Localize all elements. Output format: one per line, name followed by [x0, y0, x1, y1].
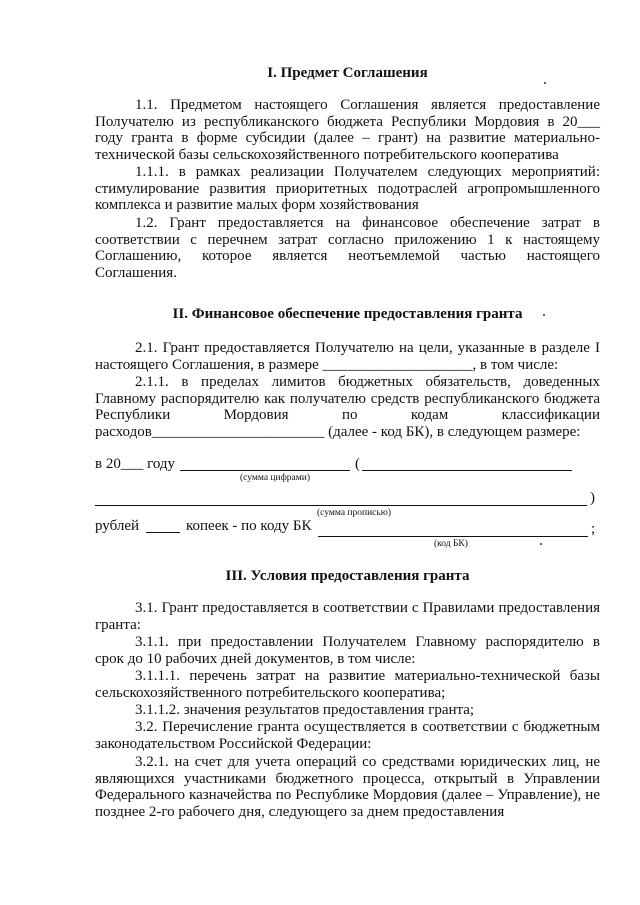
clause-3-1: 3.1. Грант предоставляется в соответствии с Правилами предоставления гранта:	[95, 600, 600, 633]
scan-speck	[543, 314, 545, 316]
caption-sum-words: (сумма прописью)	[317, 508, 391, 518]
caption-sum-digits: (сумма цифрами)	[240, 473, 310, 483]
clause-3-2-1: 3.2.1. на счет для учета операций со средствами юридических лиц, не являющихся участниками бюджетного процесса, открытый в Управлении Федерального казначейства по Республике Мордовия (далее – Управление), не позднее 2-го рабочего дня, следующего за днем предоставления	[95, 754, 600, 820]
clause-2-1: 2.1. Грант предоставляется Получателю на цели, указанные в разделе I настоящего Соглашения, в размере ____________________, в том числе:	[95, 340, 600, 373]
rubles-label: рублей	[95, 518, 140, 534]
clause-1-1: 1.1. Предметом настоящего Соглашения является предоставление Получателю из республиканского бюджета Республики Мордовия в 20___ году гранта в форме субсидии (далее – грант) на развитие материально-технической базы сельскохозяйственного потребительского кооператива	[95, 97, 600, 163]
clause-1-2: 1.2. Грант предоставляется на финансовое обеспечение затрат в соответствии с перечнем затрат согласно приложению 1 к настоящему Соглашению, которое является неотъемлемой частью настоящего Соглашения.	[95, 215, 600, 281]
kopeks-label: копеек - по коду БК	[186, 518, 312, 534]
amount-words-blank-2[interactable]	[95, 505, 587, 506]
amount-digits-blank[interactable]	[180, 470, 350, 471]
scan-speck	[544, 82, 546, 84]
clause-3-1-1-1: 3.1.1.1. перечень затрат на развитие материально-технической базы сельскохозяйственного потребительского кооператива;	[95, 668, 600, 701]
scan-speck	[540, 543, 542, 545]
open-paren: (	[355, 456, 360, 472]
clause-3-2: 3.2. Перечисление гранта осуществляется в соответствии с бюджетным законодательством Российской Федерации:	[95, 719, 600, 752]
section-1-title: I. Предмет Соглашения	[267, 65, 428, 81]
clause-2-1-1: 2.1.1. в пределах лимитов бюджетных обязательств, доведенных Главному распорядителю как получателю средств республиканского бюджета Республики Мордовия по кодам классификации расходов_______________________ (далее - код БК), в следующем размере:	[95, 374, 600, 440]
budget-code-blank[interactable]	[318, 536, 588, 537]
clause-3-1-1: 3.1.1. при предоставлении Получателем Главному распорядителю в срок до 10 рабочих дней документов, в том числе:	[95, 634, 600, 667]
close-paren: )	[590, 490, 595, 506]
semicolon: ;	[591, 521, 596, 537]
year-label: в 20___ году	[95, 456, 176, 472]
rubles-blank[interactable]	[146, 532, 180, 533]
clause-1-1-1: 1.1.1. в рамках реализации Получателем следующих мероприятий: стимулирование развития приоритетных подотраслей агропромышленного комплекса и развитие малых форм хозяйствования	[95, 164, 600, 213]
caption-budget-code: (код БК)	[434, 539, 468, 549]
amount-words-blank-1[interactable]	[362, 470, 572, 471]
section-3-title: III. Условия предоставления гранта	[225, 568, 470, 584]
section-2-title: II. Финансовое обеспечение предоставления гранта	[172, 306, 523, 322]
clause-3-1-1-2: 3.1.1.2. значения результатов предоставления гранта;	[135, 702, 475, 718]
